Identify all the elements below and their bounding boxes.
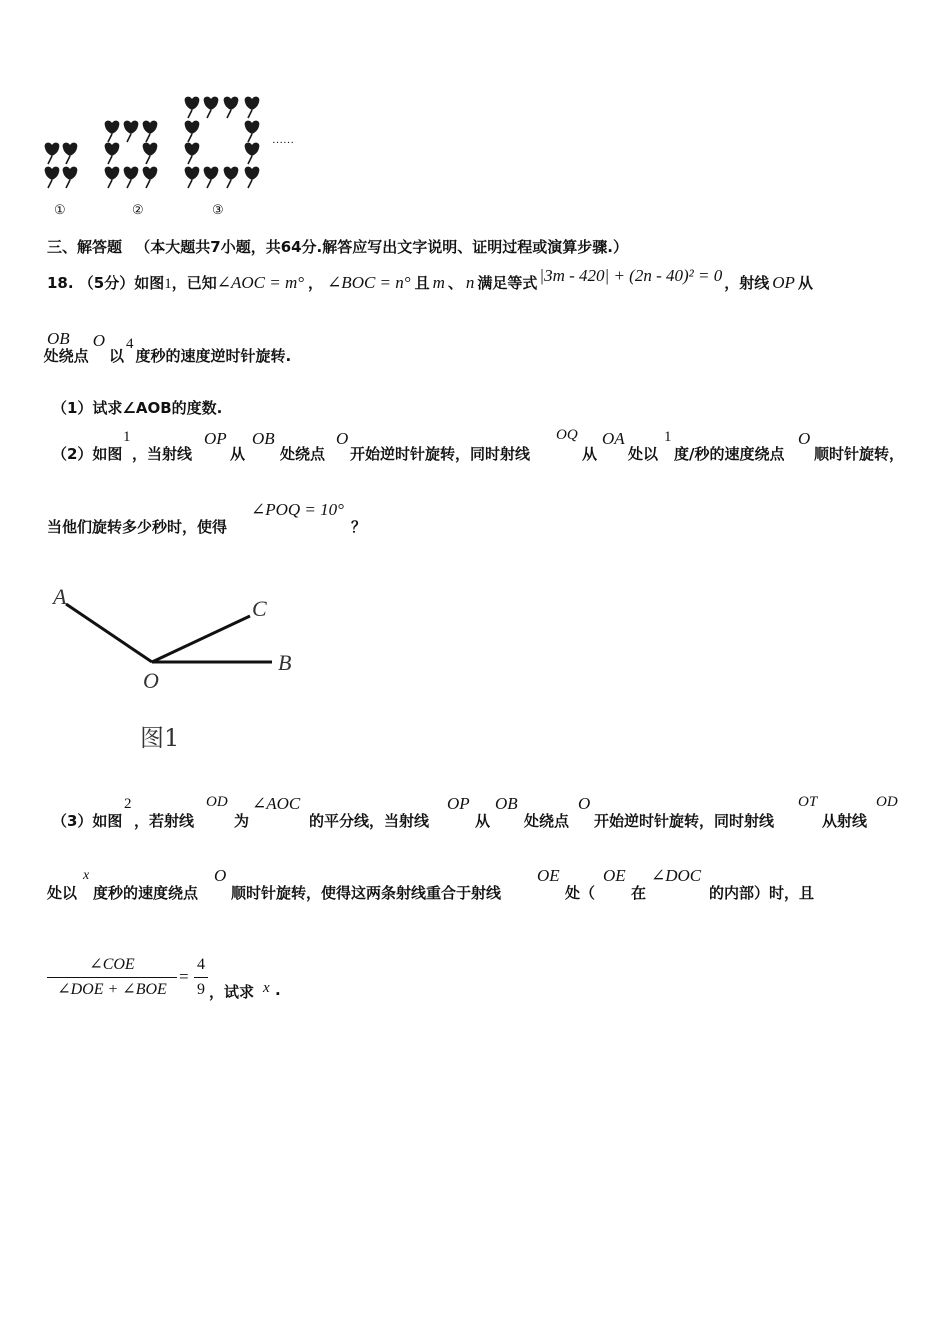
angle-boc-expr: ∠BOC = n° <box>327 273 411 292</box>
p3-var-x: x <box>83 868 90 883</box>
p3-g: 开始逆时针旋转，同时射线 <box>594 812 775 830</box>
p2-a: （2）如图 <box>52 445 123 463</box>
p3-e: 从 <box>475 812 491 830</box>
p3-angle-doc: ∠DOC <box>651 866 702 885</box>
p2-i: 顺时针旋转， <box>814 445 905 463</box>
p3-ray-od2: OD <box>876 794 898 810</box>
q18-comma: ， <box>308 274 324 292</box>
point-o: O <box>92 331 105 350</box>
rotation-speed: 4 <box>125 336 134 352</box>
p3-ray-oe2: OE <box>603 866 626 885</box>
q18-ray: ，射线 <box>724 274 770 292</box>
section-header <box>47 236 628 257</box>
p2-ray-oa: OA <box>602 429 625 448</box>
p3-c: 为 <box>234 812 250 830</box>
p2-ray-op: OP <box>204 429 227 448</box>
p2-line2b: ？ <box>351 518 367 536</box>
p2-ray-oq: OQ <box>556 427 578 443</box>
pattern-svg <box>40 92 330 222</box>
p3-b: ，若射线 <box>134 812 195 830</box>
figure-1-caption: 图1 <box>140 724 180 752</box>
p2-ray-ob: OB <box>252 429 275 448</box>
p3-l2f: 的内部）时，且 <box>709 884 815 902</box>
value-numerator: 4 <box>197 956 205 973</box>
q18-satisfy: 满足等式 <box>477 274 538 292</box>
p3-angle-aoc: ∠AOC <box>252 794 301 813</box>
label-c: C <box>252 596 267 621</box>
pattern-2 <box>105 121 158 188</box>
q18-prefix: 18. （5分）如图 <box>47 274 165 292</box>
fraction-bar <box>47 977 177 978</box>
fraction-ratio <box>47 955 177 1000</box>
p2-e: 开始逆时针旋转，同时射线 <box>350 445 531 463</box>
q18-line-1 <box>47 266 813 293</box>
p2-b: ，当射线 <box>132 445 193 463</box>
p3-ray-od: OD <box>206 794 228 810</box>
pattern-1 <box>45 143 78 188</box>
q18-with: 以 <box>108 347 124 365</box>
pattern-3 <box>185 97 260 188</box>
p3-dot: . <box>275 981 281 999</box>
p3-point-o2: O <box>214 866 227 885</box>
fraction-value <box>194 955 208 1000</box>
label-o: O <box>143 668 159 693</box>
p2-g: 处以 <box>628 445 659 463</box>
ray-op: OP <box>772 273 795 292</box>
q18-and: 且 <box>414 274 430 292</box>
p2-point-o2: O <box>798 429 811 448</box>
p3-point-o1: O <box>578 794 591 813</box>
ray-oc-line <box>152 616 250 662</box>
p2-point-o1: O <box>336 429 349 448</box>
part-3-line-3 <box>47 955 347 1005</box>
p3-a: （3）如图 <box>52 812 123 830</box>
p2-h: 度/秒的速度绕点 <box>674 445 785 463</box>
p2-speed: 1 <box>664 429 672 445</box>
p3-ray-op: OP <box>447 794 470 813</box>
q18-from: 从 <box>797 274 813 292</box>
equation: |3m - 420| + (2n - 40)² = 0 <box>539 266 723 285</box>
p3-l2d: 处（ <box>565 884 596 902</box>
q18-fig-ref: 1 <box>164 276 172 292</box>
pattern-label-2: ② <box>132 202 144 217</box>
p2-fig: 1 <box>123 429 131 445</box>
pattern-ellipsis: …… <box>272 134 294 146</box>
q18-line-2 <box>43 329 292 365</box>
fraction-numerator: ∠COE <box>89 956 135 973</box>
figure-1 <box>40 580 320 760</box>
p3-ray-ot: OT <box>798 794 818 810</box>
q18-rest: 度秒的速度逆时针旋转. <box>135 347 292 365</box>
value-denominator: 9 <box>197 981 205 998</box>
pattern-label-1: ① <box>54 202 66 217</box>
label-b: B <box>278 650 292 675</box>
p3-ray-oe: OE <box>537 866 560 885</box>
p3-fig: 2 <box>124 796 132 812</box>
q18-known: ，已知 <box>171 274 217 292</box>
p3-d: 的平分线，当射线 <box>309 812 430 830</box>
ray-ob: OB <box>47 329 70 348</box>
p3-f: 处绕点 <box>524 812 570 830</box>
var-n: n <box>465 273 475 292</box>
part-1: （1）试求∠AOB的度数. <box>52 399 223 417</box>
angle-poq-expr: ∠POQ = 10° <box>251 500 344 519</box>
q18-dun: 、 <box>447 274 463 292</box>
p2-f: 从 <box>582 445 598 463</box>
p2-d: 处绕点 <box>280 445 326 463</box>
p3-l2e: 在 <box>631 884 647 902</box>
ray-oa-line <box>66 604 152 662</box>
pattern-figure <box>40 92 330 222</box>
section-note: （本大题共7小题，共64分.解答应写出文字说明、证明过程或演算步骤.） <box>135 238 628 256</box>
value-bar <box>194 977 208 978</box>
q18-around: 处绕点 <box>43 347 89 365</box>
section-title: 三、解答题 <box>47 238 123 256</box>
p3-h: 从射线 <box>822 812 868 830</box>
p2-c: 从 <box>230 445 246 463</box>
label-a: A <box>53 584 67 609</box>
p3-l2a: 处以 <box>47 884 78 902</box>
p3-l2b: 度秒的速度绕点 <box>93 884 199 902</box>
p3-ray-ob: OB <box>495 794 518 813</box>
fraction-equals: = <box>179 967 189 986</box>
p3-l2c: 顺时针旋转，使得这两条射线重合于射线 <box>231 884 502 902</box>
fraction-denominator: ∠DOE + ∠BOE <box>57 981 167 998</box>
angle-aoc-expr: ∠AOC = m° <box>216 273 305 292</box>
pattern-label-3: ③ <box>212 202 224 217</box>
p3-tail: ，试求 <box>209 983 255 1001</box>
p3-var-x-final: x <box>263 980 270 996</box>
p2-line2a: 当他们旋转多少秒时，使得 <box>47 518 228 536</box>
var-m: m <box>432 273 445 292</box>
